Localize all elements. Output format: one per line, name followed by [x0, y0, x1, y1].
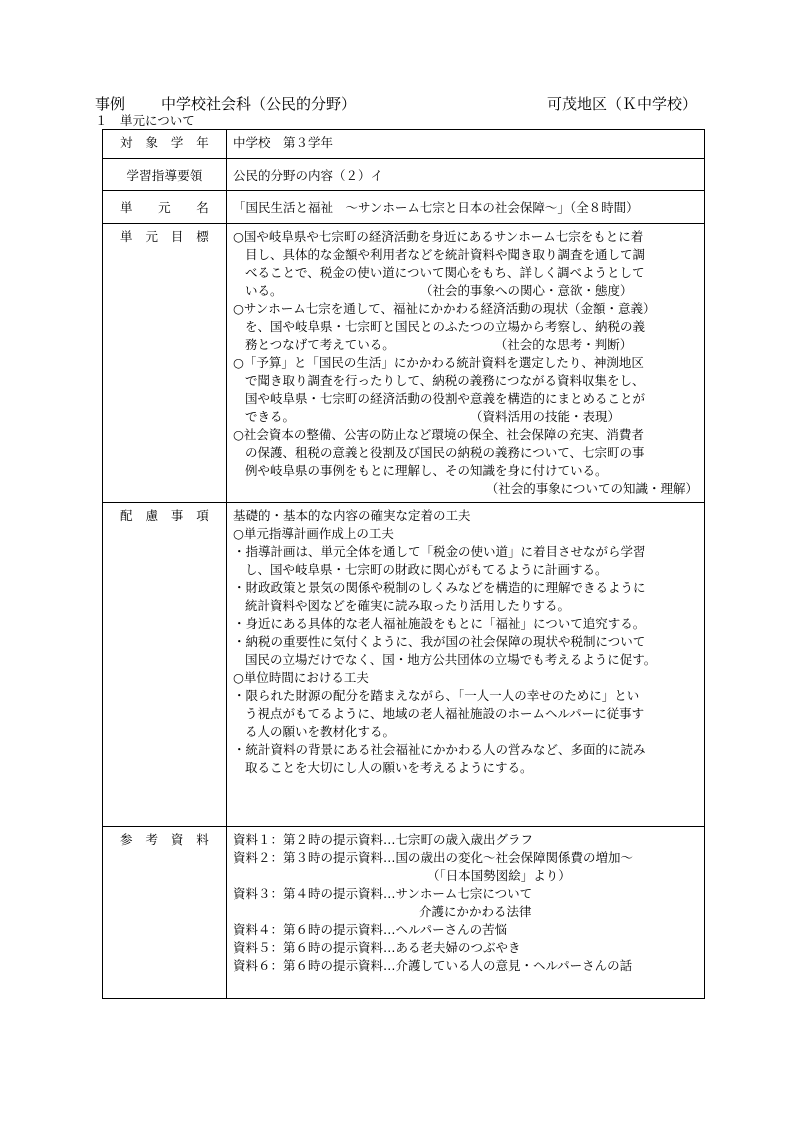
row-label: 単 元 名 — [103, 191, 227, 224]
consideration-line: 基礎的・基本的な内容の確実な定着の工夫 — [233, 508, 471, 523]
row-value — [227, 224, 705, 503]
row-value: 「国民生活と福祉 ～サンホーム七宗と日本の社会保障～」（全８時間） — [227, 191, 705, 224]
region-school: 可茂地区（Ｋ中学校） — [546, 95, 697, 113]
consideration-line: ・統計資料の背景にある社会福祉にかかわる人の営みなど、多面的に読み — [233, 742, 646, 757]
consideration-line: 統計資料や図などを確実に読み取ったり活用したりする。 — [245, 598, 571, 613]
subject-title: 中学校社会科（公民的分野） — [161, 95, 357, 113]
row-value — [227, 503, 705, 827]
goal-line: を、国や岐阜県・七宗町と国民とのふたつの立場から考察し、納税の義 — [245, 319, 646, 334]
row-label: 参 考 資 料 — [103, 827, 227, 999]
goal-line: 目し、具体的な金額や利用者などを統計資料や聞き取り調査を通して調 — [245, 247, 646, 262]
goal-line: で聞き取り調査を行ったりして、納税の義務につながる資料収集をし、 — [245, 373, 645, 388]
goal-line: 例や岐阜県の事例をもとに理解し、その知識を身に付けている。 — [245, 463, 608, 478]
document-header — [95, 94, 697, 114]
reference-line: 資料６：第６時の提示資料…介護している人の意見・ヘルパーさんの話 — [233, 958, 633, 973]
consideration-line: し、国や岐阜県・七宗町の財政に関心がもてるように計画する。 — [245, 562, 608, 577]
case-label: 事例 — [95, 95, 126, 113]
row-goals — [103, 224, 705, 503]
reference-line: 資料２：第３時の提示資料…国の歳出の変化～社会保障関係費の増加～ — [233, 850, 634, 865]
reference-line: （「日本国勢図絵」より） — [427, 868, 571, 883]
consideration-line: ・指導計画は、単元全体を通して「税金の使い道」に着目させながら学習 — [233, 544, 646, 559]
row-label: 単 元 目 標 — [103, 224, 227, 503]
goal-line: ○国や岐阜県や七宗町の経済活動を身近にあるサンホーム七宗をもとに着 — [233, 229, 644, 244]
reference-line: 資料１：第２時の提示資料…七宗町の歳入歳出グラフ — [233, 832, 534, 847]
row-value: 中学校 第３学年 — [227, 130, 705, 159]
row-label: 学習指導要領 — [103, 159, 227, 191]
section-title: １ 単元について — [95, 113, 195, 128]
row-unit-name — [103, 191, 705, 224]
goal-line: できる。 （資料活用の技能・表現） — [245, 409, 621, 424]
consideration-line: ○単位時間における工夫 — [233, 670, 369, 685]
consideration-line: ・財政政策と景気の関係や税制のしくみなどを構造的に理解できるように — [233, 580, 646, 595]
goal-line: いる。 （社会的事象への関心・意欲・態度） — [245, 283, 633, 298]
goal-line: （社会的事象についての知識・理解） — [485, 481, 698, 496]
row-references — [103, 827, 705, 999]
goal-line: ○サンホーム七宗を通して、福祉にかかわる経済活動の現状（金額・意義） — [233, 301, 656, 316]
consideration-line: ・納税の重要性に気付くように、我が国の社会保障の現状や税制について — [233, 634, 646, 649]
consideration-line: 取ることを大切にし人の願いを考えるようにする。 — [245, 760, 533, 775]
reference-line: 資料３：第４時の提示資料…サンホーム七宗について — [233, 886, 533, 901]
goal-line: 国や岐阜県・七宗町の経済活動の役割や意義を構造的にまとめることが — [245, 391, 646, 406]
row-label: 配 慮 事 項 — [103, 503, 227, 827]
consideration-line: う視点がもてるように、地域の老人福祉施設のホームヘルパーに従事す — [245, 706, 645, 721]
goal-line: ○社会資本の整備、公害の防止など環境の保全、社会保障の充実、消費者 — [233, 427, 644, 442]
unit-table — [102, 129, 705, 999]
consideration-line: る人の願いを教材化する。 — [245, 724, 396, 739]
row-value: 公民的分野の内容（２）イ — [227, 159, 705, 191]
reference-line: 資料４：第６時の提示資料…ヘルパーさんの苦悩 — [233, 922, 508, 937]
reference-line: 資料５：第６時の提示資料…ある老夫婦のつぶやき — [233, 940, 521, 955]
reference-line: 介護にかかわる法律 — [419, 904, 532, 919]
row-considerations — [103, 503, 705, 827]
consideration-line: ○単元指導計画作成上の工夫 — [233, 526, 394, 541]
consideration-line: ・身近にある具体的な老人福祉施設をもとに「福祉」について追究する。 — [233, 616, 646, 631]
row-value — [227, 827, 705, 999]
goal-line: 務とつなげて考えている。 （社会的な思考・判断） — [245, 337, 633, 352]
row-grade — [103, 130, 705, 159]
consideration-line: 国民の立場だけでなく、国・地方公共団体の立場でも考えるように促す。 — [245, 652, 657, 667]
goal-line: べることで、税金の使い道について関心をもち、詳しく調べようとして — [245, 265, 645, 280]
row-guideline — [103, 159, 705, 191]
consideration-line: ・限られた財源の配分を踏まえながら、「一人一人の幸せのために」とい — [233, 688, 640, 703]
row-label: 対 象 学 年 — [103, 130, 227, 159]
goal-line: の保護、租税の意義と役割及び国民の納税の義務について、七宗町の事 — [245, 445, 645, 460]
goal-line: ○「予算」と「国民の生活」にかかわる統計資料を選定したり、神渕地区 — [233, 355, 644, 370]
